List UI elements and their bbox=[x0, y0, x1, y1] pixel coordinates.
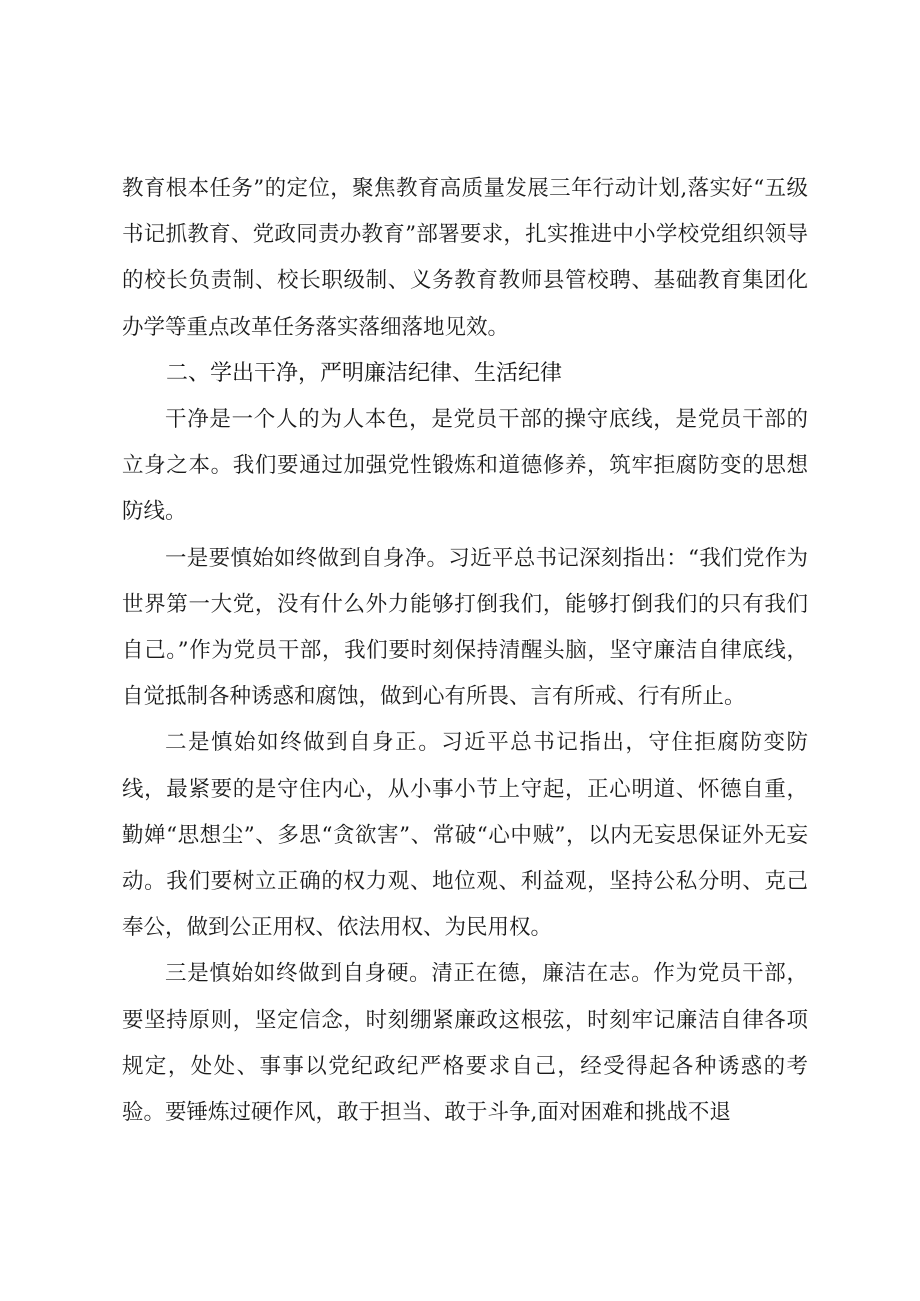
paragraph-point-two: 二是慎始如终做到自身正。习近平总书记指出，守住拒腐防变防线，最紧要的是守住内心，从小事小节上守起，正心明道、怀德自重，勤婵“思想尘”、多思“贪欲害”、常破“心中贼”，以内无妄思保证外无妄动。我们要树立正确的权力观、地位观、利益观，坚持公私分明、克己奉公，做到公正用权、依法用权、为民用权。 bbox=[122, 730, 808, 941]
paragraph-intro: 干净是一个人的为人本色，是党员干部的操守底线，是党员干部的立身之本。我们要通过加强党性锻炼和道德修养，筑牢拒腐防变的思想防线。 bbox=[122, 407, 808, 525]
paragraph-point-three: 三是慎始如终做到自身硬。清正在德，廉洁在志。作为党员干部，要坚持原则，坚定信念，时刻绷紧廉政这根弦，时刻牢记廉洁自律各项规定，处处、事事以党纪政纪严格要求自己，经受得起各种诱惑的考验。要锤炼过硬作风，敢于担当、敢于斗争,面对困难和挑战不退 bbox=[122, 961, 808, 1126]
document-body bbox=[122, 166, 808, 1136]
paragraph-point-one: 一是要慎始如终做到自身净。习近平总书记深刻指出：“我们党作为世界第一大党，没有什么外力能够打倒我们，能够打倒我们的只有我们自己。”作为党员干部，我们要时刻保持清醒头脑，坚守廉洁自律底线，自觉抵制各种诱惑和腐蚀，做到心有所畏、言有所戒、行有所止。 bbox=[122, 545, 808, 710]
section-heading: 二、学出干净，严明廉洁纪律、生活纪律 bbox=[166, 360, 563, 386]
paragraph-continuation: 教育根本任务”的定位，聚焦教育高质量发展三年行动计划,落实好“五级书记抓教育、党政同责办教育”部署要求，扎实推进中小学校党组织领导的校长负责制、校长职级制、义务教育教师县管校聘、基础教育集团化办学等重点改革任务落实落细落地见效。 bbox=[122, 176, 808, 340]
